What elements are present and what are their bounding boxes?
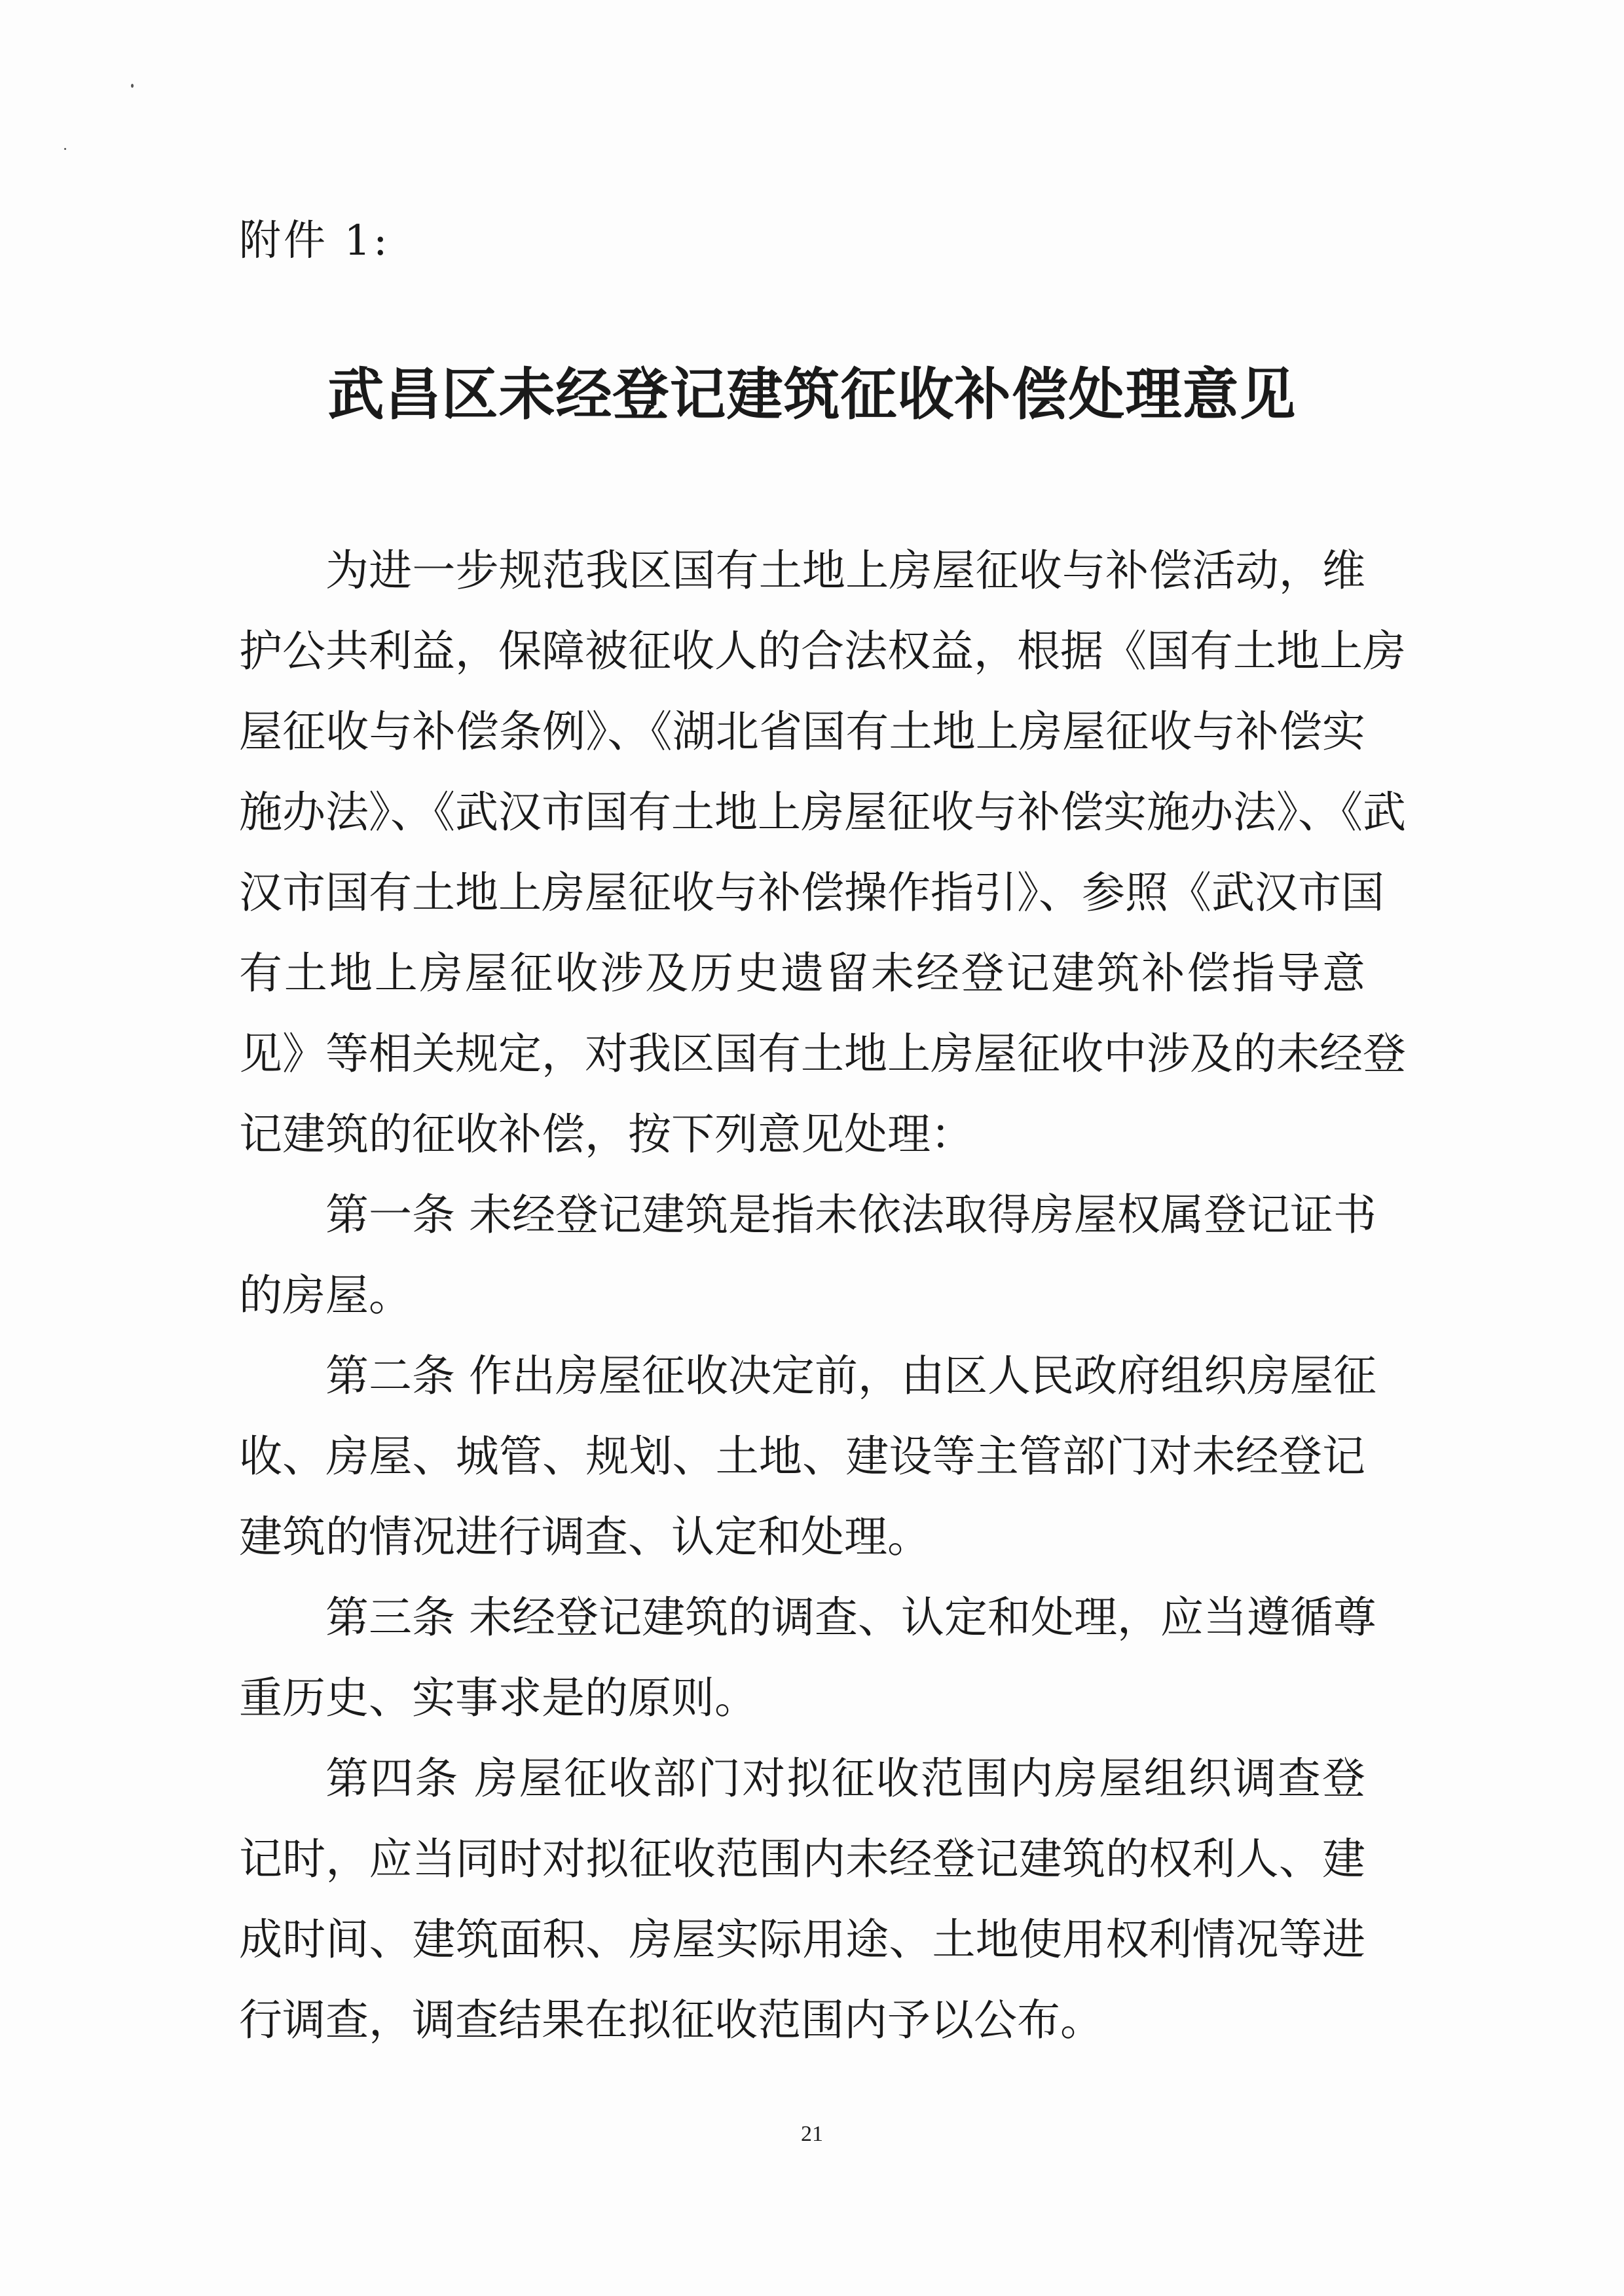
article-3-line: 重历史、实事求是的原则。 [239, 1673, 758, 1723]
scan-speck [131, 84, 134, 88]
scan-speck [64, 148, 66, 150]
paragraph-line: 护公共利益，保障被征收人的合法权益，根据《国有土地上房 [239, 626, 1406, 676]
paragraph-line: 为进一步规范我区国有土地上房屋征收与补偿活动，维 [325, 545, 1365, 596]
article-2-line: 建筑的情况进行调查、认定和处理。 [239, 1512, 931, 1562]
paragraph-line: 有土地上房屋征收涉及历史遗留未经登记建筑补偿指导意 [239, 948, 1365, 998]
article-3-line: 第三条 未经登记建筑的调查、认定和处理，应当遵循尊 [325, 1592, 1376, 1643]
paragraph-line: 见》等相关规定，对我区国有土地上房屋征收中涉及的未经登 [239, 1029, 1406, 1079]
article-4-line: 行调查，调查结果在拟征收范围内予以公布。 [239, 1995, 1103, 2045]
paragraph-line: 记建筑的征收补偿，按下列意见处理： [239, 1109, 974, 1159]
paragraph-line: 施办法》、《武汉市国有土地上房屋征收与补偿实施办法》、《武 [239, 787, 1406, 837]
article-1-line: 第一条 未经登记建筑是指未依法取得房屋权属登记证书 [325, 1190, 1376, 1240]
article-2-line: 收、房屋、城管、规划、土地、建设等主管部门对未经登记 [239, 1431, 1365, 1482]
page-number: 21 [801, 2122, 823, 2146]
document-body [239, 530, 1406, 2060]
article-4-line: 第四条 房屋征收部门对拟征收范围内房屋组织调查登 [325, 1753, 1365, 1804]
attachment-label: 附件 1: [239, 217, 390, 265]
document-title: 武昌区未经登记建筑征收补偿处理意见 [327, 362, 1297, 428]
article-4-line: 记时，应当同时对拟征收范围内未经登记建筑的权利人、建 [239, 1834, 1365, 1884]
article-2-line: 第二条 作出房屋征收决定前，由区人民政府组织房屋征 [325, 1351, 1376, 1401]
paragraph-line: 屋征收与补偿条例》、《湖北省国有土地上房屋征收与补偿实 [239, 706, 1365, 757]
article-4-line: 成时间、建筑面积、房屋实际用途、土地使用权利情况等进 [239, 1914, 1365, 1965]
article-1-line: 的房屋。 [239, 1270, 412, 1321]
paragraph-line: 汉市国有土地上房屋征收与补偿操作指引》、参照《武汉市国 [239, 867, 1384, 918]
